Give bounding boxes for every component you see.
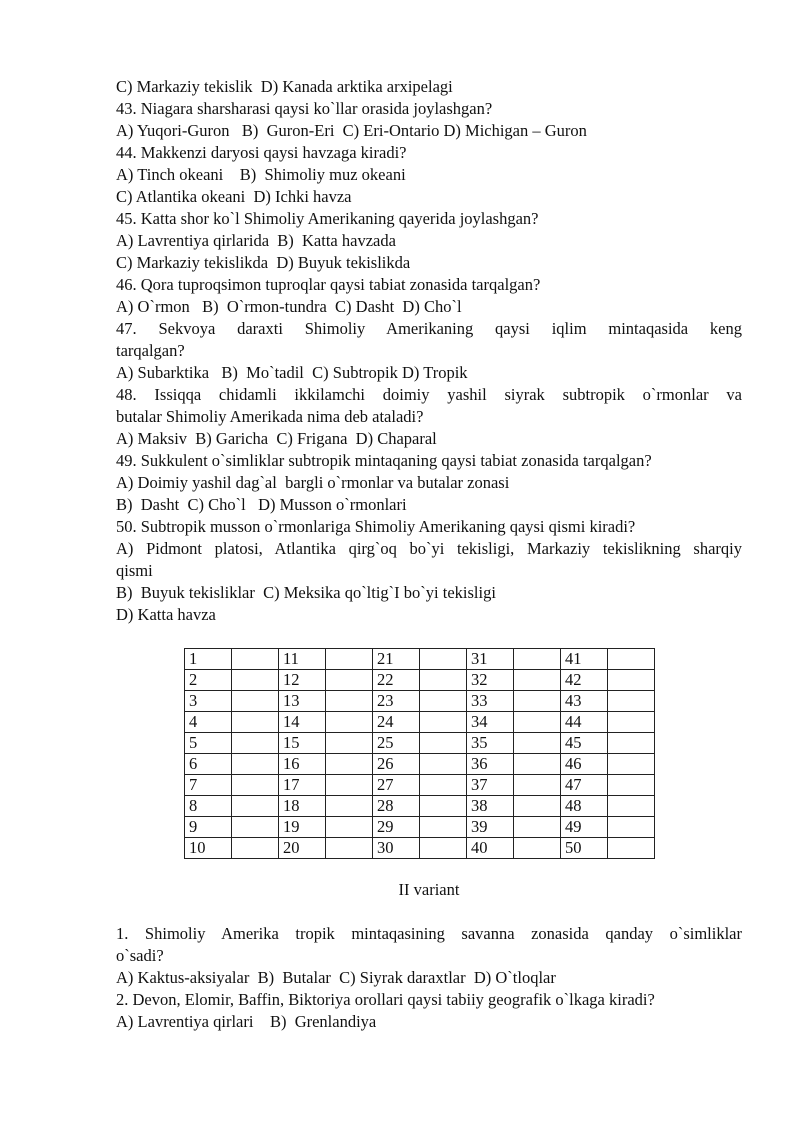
text-line: A) Lavrentiya qirlarida B) Katta havzada: [116, 231, 396, 250]
answer-blank-cell: [326, 691, 373, 712]
answer-number-cell: 37: [467, 775, 514, 796]
text-line: qismi: [116, 561, 153, 580]
text-line: 44. Makkenzi daryosi qaysi havzaga kiradi?: [116, 143, 407, 162]
answer-grid-row: [185, 775, 655, 796]
answer-blank-cell: [420, 775, 467, 796]
answer-number-cell: 41: [561, 649, 608, 670]
answer-grid-row: [185, 838, 655, 859]
text-line: A) Lavrentiya qirlari B) Grenlandiya: [116, 1012, 377, 1031]
answer-grid: [184, 648, 655, 859]
answer-blank-cell: [608, 817, 655, 838]
answer-number-cell: 44: [561, 712, 608, 733]
answer-blank-cell: [232, 649, 279, 670]
answer-number-cell: 39: [467, 817, 514, 838]
text-line: A) Maksiv B) Garicha C) Frigana D) Chaparal: [116, 429, 437, 448]
answer-blank-cell: [232, 796, 279, 817]
text-line: B) Buyuk tekisliklar C) Meksika qo`ltig`I bo`yi tekisligi: [116, 583, 496, 602]
answer-grid-row: [185, 754, 655, 775]
answer-number-cell: 36: [467, 754, 514, 775]
answer-number-cell: 22: [373, 670, 420, 691]
answer-number-cell: 26: [373, 754, 420, 775]
answer-blank-cell: [514, 670, 561, 691]
text-line: o`sadi?: [116, 946, 164, 965]
text-line: butalar Shimoliy Amerikada nima deb ataladi?: [116, 407, 424, 426]
answer-number-cell: 24: [373, 712, 420, 733]
answer-grid-row: [185, 817, 655, 838]
answer-number-cell: 17: [279, 775, 326, 796]
answer-blank-cell: [420, 754, 467, 775]
text-line: 2. Devon, Elomir, Baffin, Biktoriya orollari qaysi tabiiy geografik o`lkaga kiradi?: [116, 990, 655, 1009]
answer-blank-cell: [326, 712, 373, 733]
answer-number-cell: 32: [467, 670, 514, 691]
answer-blank-cell: [326, 670, 373, 691]
answer-grid-row: [185, 796, 655, 817]
answer-blank-cell: [608, 649, 655, 670]
answer-number-cell: 12: [279, 670, 326, 691]
answer-blank-cell: [608, 691, 655, 712]
answer-number-cell: 31: [467, 649, 514, 670]
answer-blank-cell: [514, 733, 561, 754]
answer-blank-cell: [608, 712, 655, 733]
answer-blank-cell: [608, 754, 655, 775]
text-line: B) Dasht C) Cho`l D) Musson o`rmonlari: [116, 495, 407, 514]
answer-blank-cell: [326, 796, 373, 817]
answer-number-cell: 30: [373, 838, 420, 859]
text-line: A) Subarktika B) Mo`tadil C) Subtropik D) Tropik: [116, 363, 468, 382]
answer-number-cell: 6: [185, 754, 232, 775]
text-line: 50. Subtropik musson o`rmonlariga Shimoliy Amerikaning qaysi qismi kiradi?: [116, 517, 636, 536]
answer-number-cell: 21: [373, 649, 420, 670]
answer-number-cell: 47: [561, 775, 608, 796]
answer-blank-cell: [514, 712, 561, 733]
answer-blank-cell: [514, 775, 561, 796]
answer-blank-cell: [420, 670, 467, 691]
text-line: A) Kaktus-aksiyalar B) Butalar C) Siyrak daraxtlar D) O`tloqlar: [116, 968, 556, 987]
answer-number-cell: 16: [279, 754, 326, 775]
answer-number-cell: 40: [467, 838, 514, 859]
answer-number-cell: 34: [467, 712, 514, 733]
answer-number-cell: 18: [279, 796, 326, 817]
answer-number-cell: 28: [373, 796, 420, 817]
text-line: C) Markaziy tekislikda D) Buyuk tekislikda: [116, 253, 411, 272]
answer-grid-row: [185, 712, 655, 733]
answer-blank-cell: [514, 796, 561, 817]
answer-grid-row: [185, 691, 655, 712]
answer-number-cell: 29: [373, 817, 420, 838]
text-line: 1. Shimoliy Amerika tropik mintaqasining savanna zonasida qanday o`simliklar: [116, 924, 742, 943]
answer-blank-cell: [326, 817, 373, 838]
answer-number-cell: 49: [561, 817, 608, 838]
answer-blank-cell: [420, 796, 467, 817]
answer-blank-cell: [232, 817, 279, 838]
answer-blank-cell: [232, 691, 279, 712]
answer-blank-cell: [232, 754, 279, 775]
text-line: tarqalgan?: [116, 341, 185, 360]
answer-blank-cell: [608, 733, 655, 754]
text-line: A) Doimiy yashil dag`al bargli o`rmonlar va butalar zonasi: [116, 473, 510, 492]
text-line: 47. Sekvoya daraxti Shimoliy Amerikaning qaysi iqlim mintaqasida keng: [116, 319, 742, 338]
answer-number-cell: 15: [279, 733, 326, 754]
answer-number-cell: 50: [561, 838, 608, 859]
answer-number-cell: 10: [185, 838, 232, 859]
text-line: 45. Katta shor ko`l Shimoliy Amerikaning qayerida joylashgan?: [116, 209, 539, 228]
answer-blank-cell: [514, 754, 561, 775]
text-line: A) O`rmon B) O`rmon-tundra C) Dasht D) Cho`l: [116, 297, 462, 316]
answer-blank-cell: [420, 691, 467, 712]
text-line: A) Pidmont platosi, Atlantika qirg`oq bo`yi tekisligi, Markaziy tekislikning sharqiy: [116, 539, 742, 558]
answer-blank-cell: [326, 754, 373, 775]
answer-blank-cell: [232, 712, 279, 733]
answer-blank-cell: [514, 691, 561, 712]
answer-grid-row: [185, 649, 655, 670]
answer-blank-cell: [420, 817, 467, 838]
answer-number-cell: 27: [373, 775, 420, 796]
answer-number-cell: 8: [185, 796, 232, 817]
text-line: 46. Qora tuproqsimon tuproqlar qaysi tabiat zonasida tarqalgan?: [116, 275, 541, 294]
answer-blank-cell: [420, 649, 467, 670]
answer-number-cell: 23: [373, 691, 420, 712]
answer-blank-cell: [326, 775, 373, 796]
answer-number-cell: 5: [185, 733, 232, 754]
answer-blank-cell: [608, 775, 655, 796]
answer-number-cell: 33: [467, 691, 514, 712]
answer-number-cell: 35: [467, 733, 514, 754]
questions-block-top: [116, 76, 742, 626]
text-line: 43. Niagara sharsharasi qaysi ko`llar orasida joylashgan?: [116, 99, 493, 118]
text-line: A) Tinch okeani B) Shimoliy muz okeani: [116, 165, 406, 184]
answer-number-cell: 11: [279, 649, 326, 670]
text-line: D) Katta havza: [116, 605, 216, 624]
answer-number-cell: 45: [561, 733, 608, 754]
section-title: II variant: [398, 880, 460, 899]
answer-blank-cell: [608, 838, 655, 859]
answer-number-cell: 9: [185, 817, 232, 838]
answer-blank-cell: [514, 649, 561, 670]
answer-grid-row: [185, 733, 655, 754]
answer-number-cell: 43: [561, 691, 608, 712]
answer-number-cell: 19: [279, 817, 326, 838]
text-line: C) Markaziy tekislik D) Kanada arktika arxipelagi: [116, 77, 453, 96]
answer-blank-cell: [608, 670, 655, 691]
answer-blank-cell: [420, 838, 467, 859]
answer-blank-cell: [326, 733, 373, 754]
answer-grid-row: [185, 670, 655, 691]
answer-number-cell: 25: [373, 733, 420, 754]
answer-number-cell: 46: [561, 754, 608, 775]
answer-number-cell: 14: [279, 712, 326, 733]
answer-number-cell: 1: [185, 649, 232, 670]
answer-blank-cell: [420, 712, 467, 733]
answer-blank-cell: [232, 838, 279, 859]
answer-blank-cell: [326, 649, 373, 670]
answer-number-cell: 13: [279, 691, 326, 712]
answer-blank-cell: [514, 817, 561, 838]
questions-block-bottom: [116, 923, 742, 1033]
answer-blank-cell: [608, 796, 655, 817]
answer-blank-cell: [232, 733, 279, 754]
answer-blank-cell: [232, 670, 279, 691]
answer-number-cell: 42: [561, 670, 608, 691]
answer-blank-cell: [232, 775, 279, 796]
answer-blank-cell: [326, 838, 373, 859]
answer-number-cell: 2: [185, 670, 232, 691]
text-line: 49. Sukkulent o`simliklar subtropik mintaqaning qaysi tabiat zonasida tarqalgan?: [116, 451, 652, 470]
answer-number-cell: 20: [279, 838, 326, 859]
answer-blank-cell: [420, 733, 467, 754]
text-line: 48. Issiqqa chidamli ikkilamchi doimiy yashil siyrak subtropik o`rmonlar va: [116, 385, 742, 404]
answer-number-cell: 3: [185, 691, 232, 712]
answer-number-cell: 38: [467, 796, 514, 817]
text-line: A) Yuqori-Guron B) Guron-Eri C) Eri-Ontario D) Michigan – Guron: [116, 121, 587, 140]
answer-number-cell: 7: [185, 775, 232, 796]
answer-number-cell: 4: [185, 712, 232, 733]
text-line: C) Atlantika okeani D) Ichki havza: [116, 187, 352, 206]
answer-blank-cell: [514, 838, 561, 859]
answer-number-cell: 48: [561, 796, 608, 817]
document-page: [116, 76, 742, 1033]
